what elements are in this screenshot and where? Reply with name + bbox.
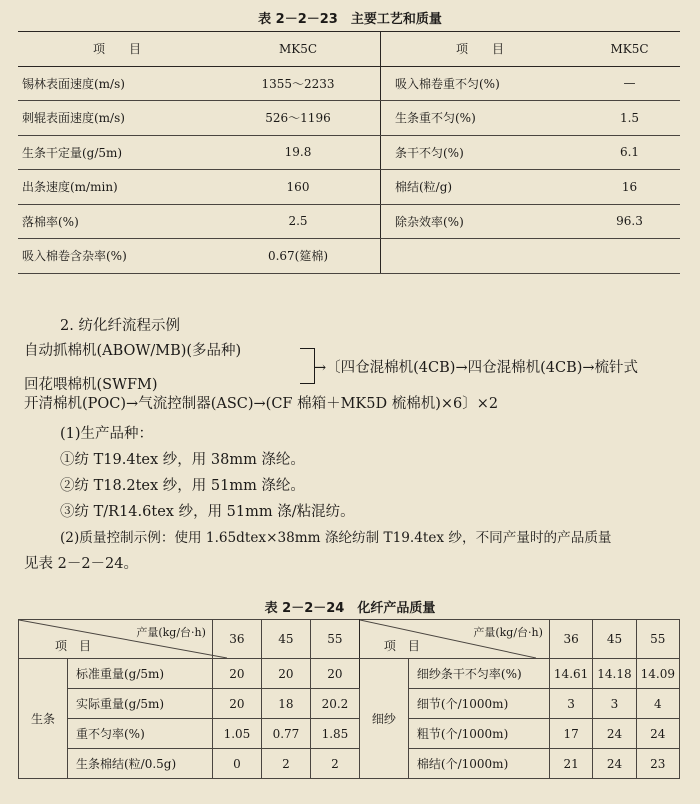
cell: 刺辊表面速度(m/s) bbox=[18, 101, 216, 136]
table-row bbox=[18, 66, 680, 101]
table1-caption: 表 2－2－23 主要工艺和质量 bbox=[258, 12, 442, 27]
cell: 14.61 bbox=[549, 659, 592, 689]
corner-bottom-label: 项 目 bbox=[383, 639, 420, 653]
cell bbox=[381, 239, 580, 274]
paragraph: ③纺 T/R14.6tex 纱，用 51mm 涤/粘混纺。 bbox=[60, 504, 355, 520]
cell: 4 bbox=[636, 689, 679, 719]
section-heading: 2. 纺化纤流程示例 bbox=[60, 318, 180, 334]
paragraph: (2)质量控制示例：使用 1.65dtex×38mm 涤纶纺制 T19.4tex 纱，不同产量时的产品质量 bbox=[60, 530, 612, 546]
cell: 1.05 bbox=[212, 719, 261, 749]
corner-bottom-label: 项 目 bbox=[55, 639, 92, 653]
table-header-row bbox=[19, 620, 680, 659]
speed-header: 36 bbox=[212, 620, 261, 659]
cell: 6.1 bbox=[579, 135, 680, 170]
paragraph: (1)生产品种： bbox=[60, 426, 154, 442]
cell: 重不匀率(%) bbox=[68, 719, 213, 749]
cell: 0 bbox=[212, 749, 261, 779]
table-row bbox=[19, 689, 680, 719]
process-quality-table bbox=[18, 31, 680, 274]
paragraph: 见表 2－2－24。 bbox=[24, 556, 139, 572]
cell bbox=[579, 239, 680, 274]
speed-header: 36 bbox=[549, 620, 592, 659]
cell: 3 bbox=[593, 689, 636, 719]
header-item: 项 目 bbox=[18, 32, 216, 67]
header-mk5c: MK5C bbox=[216, 32, 381, 67]
cell: — bbox=[579, 66, 680, 101]
cell: 18 bbox=[261, 689, 310, 719]
table-row bbox=[18, 239, 680, 274]
flow-bracket bbox=[300, 348, 315, 384]
corner-header bbox=[359, 620, 549, 659]
cell: 吸入棉卷含杂率(%) bbox=[18, 239, 216, 274]
header-item: 项 目 bbox=[381, 32, 580, 67]
cell: 2.5 bbox=[216, 204, 381, 239]
table-row bbox=[19, 749, 680, 779]
flow-line-a: 自动抓棉机(ABOW/MB)(多品种) bbox=[24, 343, 242, 359]
paragraph: ②纺 T18.2tex 纱，用 51mm 涤纶。 bbox=[60, 478, 305, 494]
cell: 细纱条干不匀率(%) bbox=[408, 659, 549, 689]
cell: 14.18 bbox=[593, 659, 636, 689]
cell: 24 bbox=[593, 749, 636, 779]
cell: 14.09 bbox=[636, 659, 679, 689]
group-label-sliver: 生条 bbox=[19, 659, 68, 779]
table-header-row bbox=[18, 32, 680, 67]
cell: 2 bbox=[261, 749, 310, 779]
cell: 21 bbox=[549, 749, 592, 779]
table-row bbox=[19, 659, 680, 689]
speed-header: 45 bbox=[261, 620, 310, 659]
cell: 粗节(个/1000m) bbox=[408, 719, 549, 749]
cell: 吸入棉卷重不匀(%) bbox=[381, 66, 580, 101]
cell: 24 bbox=[593, 719, 636, 749]
cell: 20 bbox=[310, 659, 359, 689]
cell: 除杂效率(%) bbox=[381, 204, 580, 239]
cell: 1.5 bbox=[579, 101, 680, 136]
cell: 526～1196 bbox=[216, 101, 381, 136]
cell: 标准重量(g/5m) bbox=[68, 659, 213, 689]
cell: 棉结(粒/g) bbox=[381, 170, 580, 205]
cell: 0.67(筵棉) bbox=[216, 239, 381, 274]
cell: 17 bbox=[549, 719, 592, 749]
table-row bbox=[18, 135, 680, 170]
corner-header bbox=[19, 620, 213, 659]
cell: 细节(个/1000m) bbox=[408, 689, 549, 719]
cell: 2 bbox=[310, 749, 359, 779]
flow-line-b: 回花喂棉机(SWFM) bbox=[24, 377, 158, 393]
speed-header: 55 bbox=[636, 620, 679, 659]
cell: 96.3 bbox=[579, 204, 680, 239]
fiber-quality-table bbox=[18, 619, 680, 779]
corner-top-label: 产量(kg/台·h) bbox=[136, 626, 206, 639]
cell: 落棉率(%) bbox=[18, 204, 216, 239]
cell: 3 bbox=[549, 689, 592, 719]
group-label-yarn: 细纱 bbox=[359, 659, 408, 779]
cell: 16 bbox=[579, 170, 680, 205]
table-row bbox=[19, 719, 680, 749]
cell: 实际重量(g/5m) bbox=[68, 689, 213, 719]
cell: 条干不匀(%) bbox=[381, 135, 580, 170]
table2-caption: 表 2－2－24 化纤产品质量 bbox=[264, 601, 436, 616]
cell: 0.77 bbox=[261, 719, 310, 749]
cell: 20.2 bbox=[310, 689, 359, 719]
speed-header: 45 bbox=[593, 620, 636, 659]
table-row bbox=[18, 101, 680, 136]
cell: 1355～2233 bbox=[216, 66, 381, 101]
corner-top-label: 产量(kg/台·h) bbox=[473, 626, 543, 639]
speed-header: 55 bbox=[310, 620, 359, 659]
cell: 生条干定量(g/5m) bbox=[18, 135, 216, 170]
cell: 锡林表面速度(m/s) bbox=[18, 66, 216, 101]
cell: 1.85 bbox=[310, 719, 359, 749]
cell: 20 bbox=[261, 659, 310, 689]
table-row bbox=[18, 170, 680, 205]
paragraph: ①纺 T19.4tex 纱，用 38mm 涤纶。 bbox=[60, 452, 305, 468]
cell: 生条重不匀(%) bbox=[381, 101, 580, 136]
cell: 20 bbox=[212, 689, 261, 719]
cell: 出条速度(m/min) bbox=[18, 170, 216, 205]
cell: 棉结(个/1000m) bbox=[408, 749, 549, 779]
cell: 160 bbox=[216, 170, 381, 205]
cell: 生条棉结(粒/0.5g) bbox=[68, 749, 213, 779]
cell: 24 bbox=[636, 719, 679, 749]
table-row bbox=[18, 204, 680, 239]
cell: 23 bbox=[636, 749, 679, 779]
header-mk5c: MK5C bbox=[579, 32, 680, 67]
cell: 20 bbox=[212, 659, 261, 689]
flow-line-c: →〔四仓混棉机(4CB)→四仓混棉机(4CB)→梳针式 bbox=[314, 360, 639, 376]
cell: 19.8 bbox=[216, 135, 381, 170]
flow-line-d: 开清棉机(POC)→气流控制器(ASC)→(CF 棉箱＋MK5D 梳棉机)×6〕×2 bbox=[24, 396, 499, 412]
